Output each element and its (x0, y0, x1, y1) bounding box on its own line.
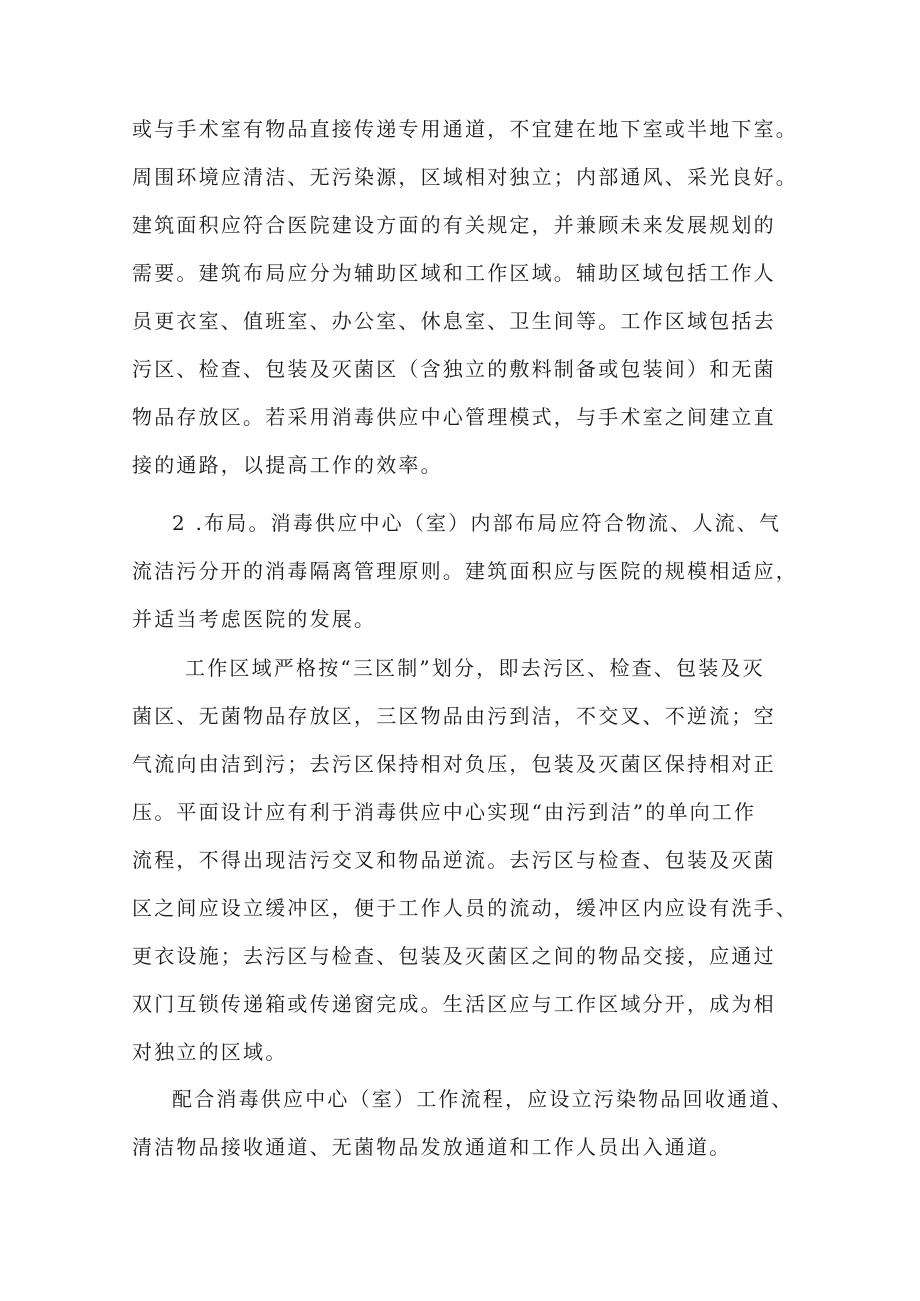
text-line-19: 双门互锁传递箱或传递窗完成。生活区应与工作区域分开，成为相 (132, 992, 776, 1016)
text-line-14: 气流向由洁到污；去污区保持相对负压，包装及灭菌区保持相对正 (132, 752, 776, 776)
paragraph-start-channels: 配合消毒供应中心（室）工作流程，应设立污染物品回收通道、 (172, 1087, 794, 1111)
paragraph-heading-layout: 2 .布局。消毒供应中心（室）内部布局应符合物流、人流、气 (172, 511, 782, 535)
text-line-13: 菌区、无菌物品存放区，三区物品由污到洁，不交叉、不逆流；空 (132, 704, 776, 728)
text-line-8: 接的通路，以提高工作的效率。 (132, 453, 443, 477)
text-line-7: 物品存放区。若采用消毒供应中心管理模式，与手术室之间建立直 (132, 405, 776, 429)
text-line-16: 流程，不得出现洁污交叉和物品逆流。去污区与检查、包装及灭菌 (132, 848, 776, 872)
text-line-4: 需要。建筑布局应分为辅助区域和工作区域。辅助区域包括工作人 (132, 261, 776, 285)
text-line-1: 或与手术室有物品直接传递专用通道，不宜建在地下室或半地下室。 (132, 117, 798, 141)
text-line-6: 污区、检查、包装及灭菌区（含独立的敷料制备或包装间）和无菌 (132, 357, 776, 381)
text-line-22: 清洁物品接收通道、无菌物品发放通道和工作人员出入通道。 (132, 1135, 732, 1159)
text-line-11: 并适当考虑医院的发展。 (132, 607, 377, 631)
text-line-18: 更衣设施；去污区与检查、包装及灭菌区之间的物品交接，应通过 (132, 944, 776, 968)
text-line-2: 周围环境应清洁、无污染源，区域相对独立；内部通风、采光良好。 (132, 165, 798, 189)
text-line-20: 对独立的区域。 (132, 1040, 288, 1064)
paragraph-start-zones: 工作区域严格按“三区制”划分，即去污区、检查、包装及灭 (185, 656, 765, 680)
text-line-15: 压。平面设计应有利于消毒供应中心实现“由污到洁”的单向工作 (132, 800, 757, 824)
text-line-17: 区之间应设立缓冲区，便于工作人员的流动，缓冲区内应设有洗手、 (132, 896, 798, 920)
text-line-10: 流洁污分开的消毒隔离管理原则。建筑面积应与医院的规模相适应， (132, 559, 798, 583)
text-line-3: 建筑面积应符合医院建设方面的有关规定，并兼顾未来发展规划的 (132, 213, 776, 237)
text-line-5: 员更衣室、值班室、办公室、休息室、卫生间等。工作区域包括去 (132, 309, 776, 333)
